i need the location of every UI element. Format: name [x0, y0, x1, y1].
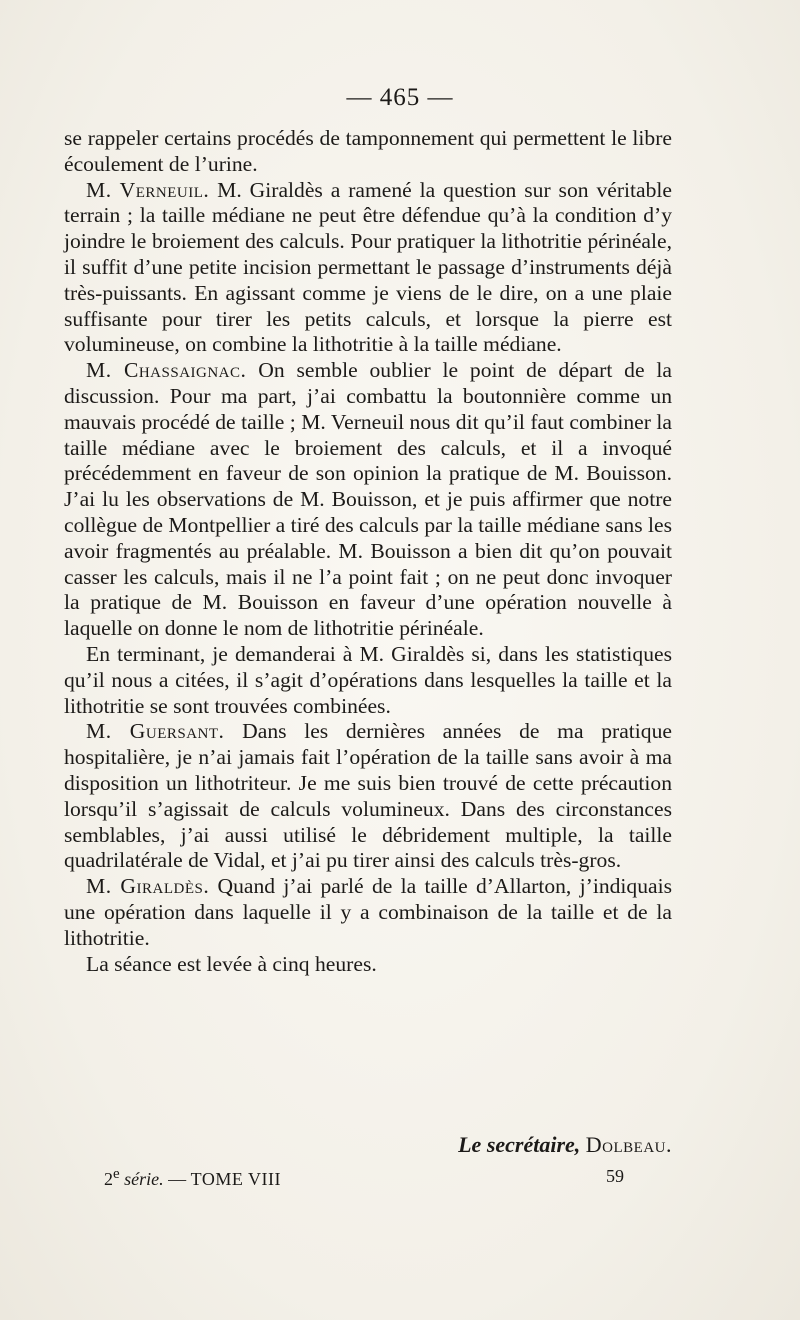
paragraph-text: On semble oublier le point de départ de la discussion. Pour ma part, j’ai combattu la boutonnière comme un mauvais procédé de taille ; M. Verneuil nous dit qu’il faut combiner la taille médiane avec le broiement des calculs, et il a invoqué précédemment en faveur de son opinion la pratique de M. Bouisson. J’ai lu les observations de M. Bouisson, et je puis affirmer que notre collègue de Montpellier a tiré des calculs par la taille médiane sans les avoir fragmentés au préalable. M. Bouisson a bien dit qu’on pouvait casser les calculs, mais il ne l’a point fait ; on ne peut donc invoquer la pratique de M. Bouisson en faveur d’une opération nouvelle à laquelle on donne le nom de lithotritie périnéale. — [64, 358, 672, 641]
paragraph-guersant — [64, 719, 672, 874]
paragraph-text: En terminant, je demanderai à M. Giraldès si, dans les statistiques qu’il nous a citées, il s’agit d’opérations dans lesquelles la taille et la lithotritie se sont trouvées combinées. — [64, 641, 672, 718]
signature-name: Dolbeau. — [585, 1132, 672, 1157]
paragraph-text: Dans les dernières années de ma pratique hospitalière, je n’ai jamais fait l’opération de la taille sans avoir à ma disposition un lithotriteur. Je me suis bien trouvé de cette précaution lorsqu’il s’agissait de calculs volumineux. Dans des circonstances semblables, j’ai aussi utilisé le débridement multiple, la taille quadrilatérale de Vidal, et j’ai pu tirer ainsi des calculs très-gros. — [64, 719, 672, 873]
paragraph-text: Quand j’ai parlé de la taille d’Allarton, j’indiquais une opération dans laquelle il y a combinaison de la taille et de la lithotritie. — [64, 874, 673, 950]
series-word: série. — [124, 1169, 164, 1189]
paragraph-giraldes — [64, 874, 672, 951]
footer-tome: TOME VIII — [190, 1169, 281, 1189]
series-number: 2 — [104, 1169, 113, 1189]
speaker-name: M. Guersant. — [86, 719, 225, 744]
page-number: — 465 — — [346, 84, 454, 111]
footer-dash: — — [168, 1169, 187, 1189]
series-superscript: e — [113, 1166, 120, 1182]
signature-title: Le secrétaire, — [458, 1132, 581, 1157]
speaker-name: M. Chassaignac. — [86, 358, 247, 383]
speaker-name: M. Giraldès. — [86, 874, 210, 899]
page-footer — [104, 1166, 624, 1190]
paragraph-seance-close — [64, 952, 672, 978]
signature-mark: 59 — [606, 1166, 624, 1186]
paragraph-verneuil — [64, 178, 672, 359]
paragraph-continuation — [64, 126, 672, 178]
paragraph-terminant — [64, 642, 672, 719]
paragraph-text: M. Giraldès a ramené la question sur son véritable terrain ; la taille médiane ne peut être défendue qu’à la condition d’y joindre le broiement des calculs. Pour pratiquer la lithotritie périnéale, il suffit d’une petite incision permettant le passage d’instruments déjà très-puissants. En agissant comme je viens de le dire, on a une plaie suffisante pour tirer les petits calculs, et lorsque la pierre est volumineuse, on combine la lithotritie à la taille médiane. — [64, 177, 672, 357]
paragraph-chassaignac — [64, 358, 672, 642]
footer-series — [104, 1166, 281, 1190]
body-text — [64, 126, 672, 977]
paragraph-text: La séance est levée à cinq heures. — [86, 951, 377, 976]
secretary-signature — [458, 1132, 672, 1158]
paragraph-text: se rappeler certains procédés de tamponnement qui permettent le libre écoulement de l’urine. — [64, 126, 672, 176]
speaker-name: M. Verneuil. — [86, 177, 210, 202]
